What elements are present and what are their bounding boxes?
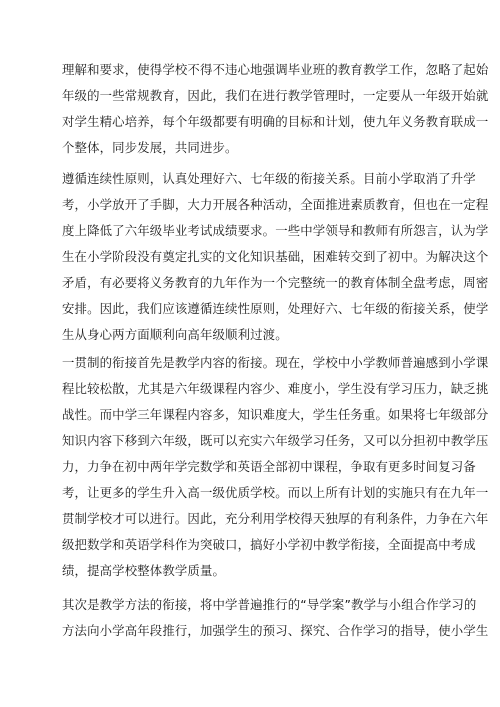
- text-line: 矛盾，有必要将义务教育的九年作为一个完整统一的教育体制全盘考虑，周密: [62, 275, 489, 290]
- text-line: 生从身心两方面顺利向高年级顺利过渡。: [62, 327, 288, 342]
- text-line: 遵循连续性原则，认真处理好六、七年级的衔接关系。目前小学取消了升学: [62, 171, 476, 186]
- text-line: 度上降低了六年级毕业考试成绩要求。一些中学领导和教师有所怨言，认为学: [62, 223, 489, 238]
- text-line: 战性。而中学三年课程内容多，知识难度大，学生任务重。如果将七年级部分: [62, 407, 489, 422]
- text-line: 级把数学和英语学科作为突破口，搞好小学初中教学衔接，全面提高中考成: [62, 537, 476, 552]
- text-line: 一贯制的衔接首先是教学内容的衔接。现在，学校中小学教师普遍感到小学课: [62, 355, 489, 370]
- text-line: 对学生精心培养，每个年级都要有明确的目标和计划，使九年义务教育联成一: [62, 114, 489, 129]
- text-line: 绩，提高学校整体教学质量。: [62, 563, 226, 578]
- text-line: 年级的一些常规教育，因此，我们在进行教学管理时，一定要从一年级开始就: [62, 88, 489, 103]
- paragraph-3: [62, 350, 489, 584]
- paragraph-4: [62, 592, 489, 644]
- text-line: 理解和要求，使得学校不得不违心地强调毕业班的教育教学工作，忽略了起始: [62, 62, 489, 77]
- text-line: 安排。因此，我们应该遵循连续性原则，处理好六、七年级的衔接关系，使学: [62, 301, 489, 316]
- paragraph-1: [62, 57, 489, 161]
- text-line: 考，小学放开了手脚，大力开展各种活动，全面推进素质教育，但也在一定程: [62, 197, 489, 212]
- text-line: 其次是教学方法的衔接，将中学普遍推行的“导学案”教学与小组合作学习的: [62, 597, 477, 612]
- text-line: 考，让更多的学生升入高一级优质学校。而以上所有计划的实施只有在九年一: [62, 485, 489, 500]
- text-line: 个整体，同步发展，共同进步。: [62, 140, 238, 155]
- text-line: 力，力争在初中两年学完数学和英语全部初中课程，争取有更多时间复习备: [62, 459, 476, 474]
- text-line: 贯制学校才可以进行。因此，充分利用学校得天独厚的有利条件，力争在六年: [62, 511, 489, 526]
- text-line: 知识内容下移到六年级，既可以充实六年级学习任务，又可以分担初中教学压: [62, 433, 489, 448]
- paragraph-2: [62, 166, 489, 348]
- text-line: 生在小学阶段没有奠定扎实的文化知识基础，困难转交到了初中。为解决这个: [62, 249, 489, 264]
- text-line: 方法向小学高年段推行，加强学生的预习、探究、合作学习的指导，使小学生: [62, 623, 489, 638]
- text-line: 程比较松散，尤其是六年级课程内容少、难度小，学生没有学习压力，缺乏挑: [62, 381, 489, 396]
